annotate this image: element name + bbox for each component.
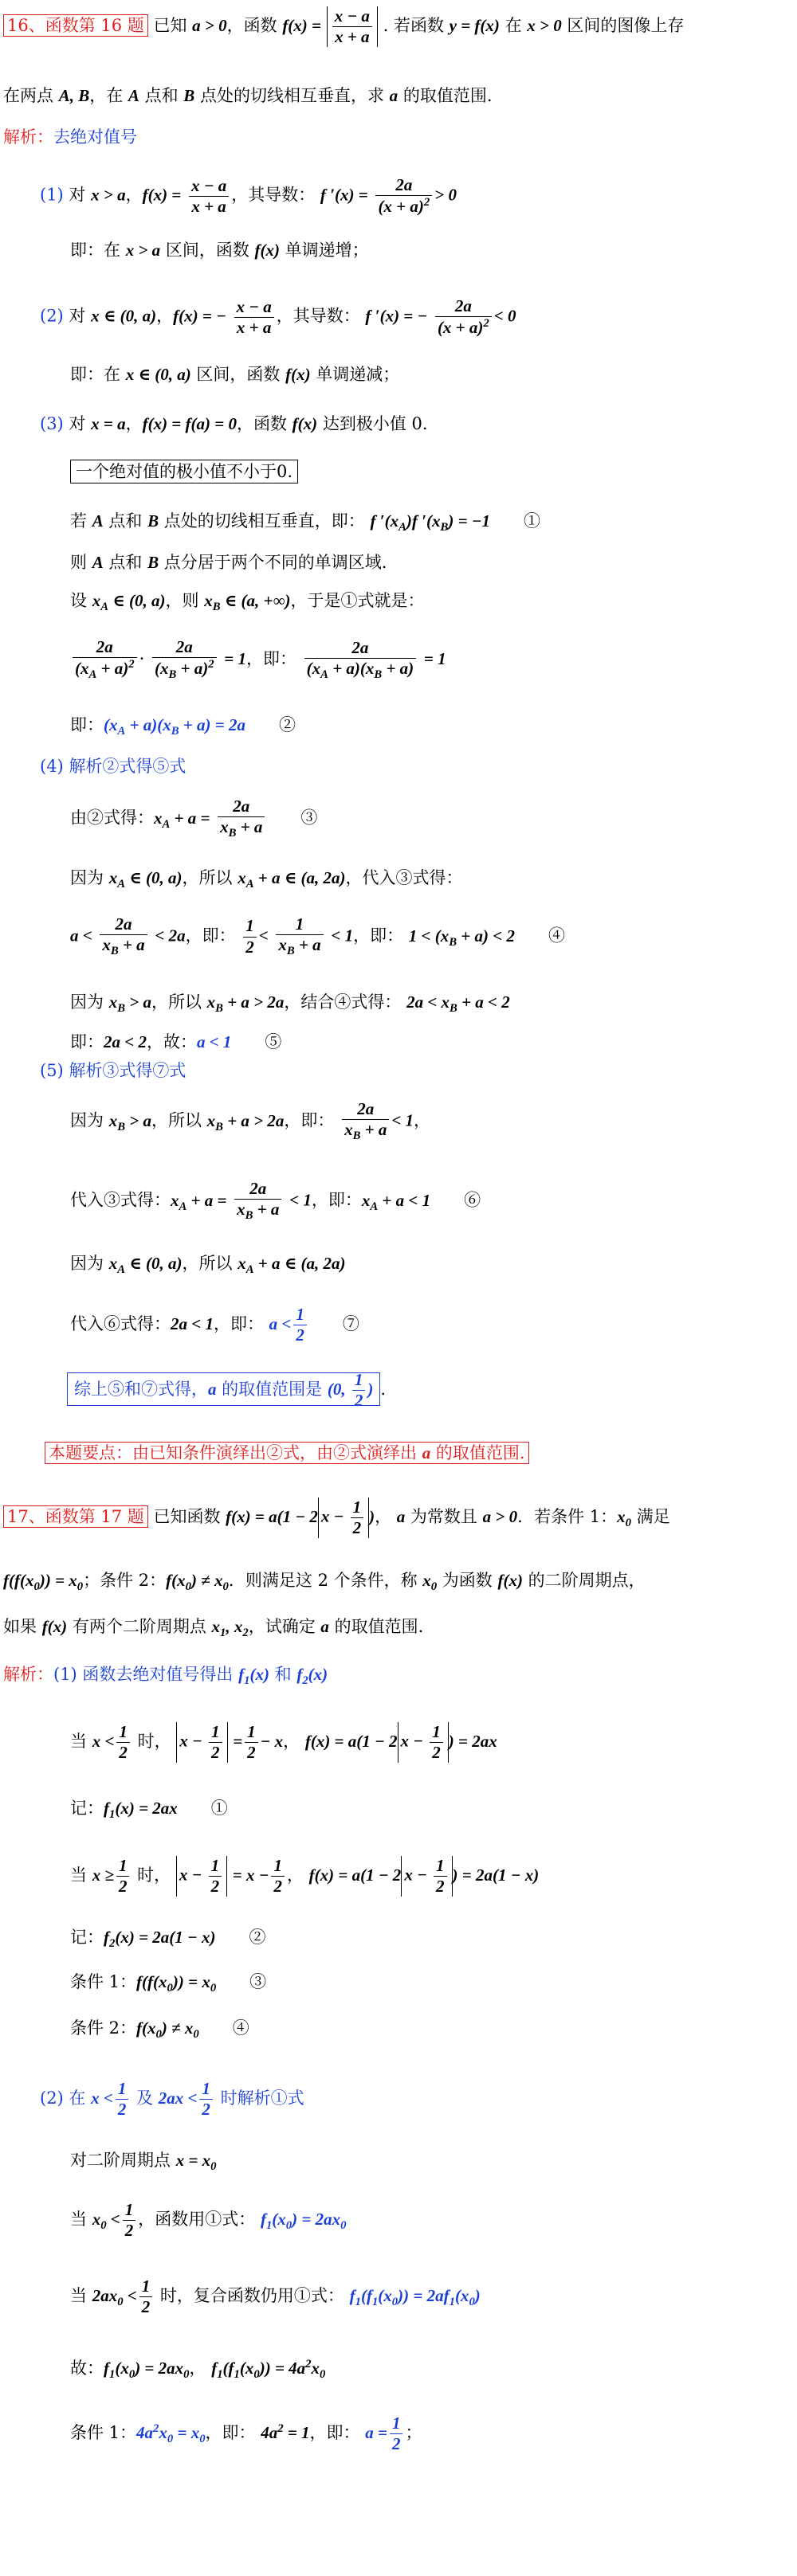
p17-intro-line2: $f(f(x_0)) = x_0$；条件 2：$f(x_0) \ne x_0$．则满足这 2 个条件，称 $x_0$ 为函数 f(x) 的二阶周期点， [3,1571,646,1594]
p17-s1-line1: 当 x < $\frac{1}{2}$ 时， x − $\frac{1}{2}$ = $\frac{1}{2}$ − x， f(x) = a(1 − 2 x − $\frac{1}{2}$ ) = 2ax [70,1722,497,1763]
p16-step4-line5: 即：2a < 2，故：a < 1 ⑤ [70,1032,282,1051]
p17-s2-heading: (2) 在 x < $\frac{1}{2}$ 及 2ax < $\frac{1}{2}$ 时解析①式 [40,2079,304,2120]
p17-s1-line6: 条件 2：$f(x_0) \ne x_0$ ④ [70,2018,249,2042]
p16-note-box [70,462,298,482]
p17-s2-line3: 当 $2ax_0$ < $\frac{1}{2}$ 时，复合函数仍用①式： $f_1(f_1(x_0)) = 2af_1(x_0)$ [70,2277,481,2317]
p16-step4-line1: 由②式得：$x_A + a$ = $\frac{2a}{x_B + a}$ ③ [70,797,318,840]
p16-step4-title: 解析②式得⑤式 [69,757,186,776]
p17-label: 17、函数第 17 题 [3,1505,148,1528]
p16-label: 16、函数第 16 题 [3,14,148,37]
p17-analysis: 解析：(1) 函数去绝对值号得出 $f_1(x)$ 和 $f_2(x)$ [3,1665,328,1688]
p16-step4-line4: 因为 $x_B > a$，所以 $x_B + a > 2a$，结合④式得： $2a < x_B + a < 2$ [70,992,510,1016]
p16-step5-line1: 因为 $x_B > a$，所以 $x_B + a > 2a$，即： $\frac{2a}{x_B + a}$ < 1， [70,1099,431,1143]
p16-step5-heading [40,1061,186,1081]
p16-step4-line3: a < $\frac{2a}{x_B + a}$ < 2a，即： $\frac{1}{2}$ < $\frac{1}{x_B + a}$ < 1，即： $1 < (x_B + a) < 2$ ④ [70,914,565,958]
p16-step1: (1) 对 x > a，f(x) = $\frac{x - a}{x + a}$ ，其导数： f ′(x) = $\frac{2a}{(x + a)^2}$ > 0 [40,175,457,217]
p16-step4-line2: 因为 $x_A$ ∈ (0, a)，所以 $x_A + a$ ∈ (a, 2a)，代入③式得： [70,868,463,891]
p17-s1-line4: 记：$f_2(x) = 2a(1 - x)$ ② [70,1928,266,1951]
p17-intro-line3: 如果 f(x) 有两个二阶周期点 $x_1$, $x_2$，试确定 a 的取值范围. [3,1617,424,1640]
p16-step1-conclusion: 即：在 x > a 区间，函数 f(x) 单调递增； [70,241,369,260]
p17-s2-line5: 条件 1：$4a^2x_0 = x_0$，即： $4a^2 = 1$，即： a = $\frac{1}{2}$ ； [70,2414,422,2454]
p17-s1-line2: 记：$f_1(x) = 2ax$ ① [70,1799,228,1822]
p16-step2-conclusion: 即：在 x ∈ (0, a) 区间，函数 f(x) 单调递减； [70,365,400,384]
p16-step5-title: 解析③式得⑦式 [69,1061,186,1080]
p16-step4-heading [40,757,186,777]
p16-step3-line1: 若 A 点和 B 点处的切线相互垂直，即： f $'(x_A)f$ $'(x_B) = -1$ ① [70,511,541,534]
p16-header: 16、函数第 16 题 已知 a > 0，函数 f(x) = $\frac{x - a}{x + a}$ . 若函数 y = f(x) 在 x > 0 区间的图像上存 [3,6,684,47]
p16-intro-line2: 在两点 A, B，在 A 点和 B 点处的切线相互垂直，求 a 的取值范围. [3,86,493,105]
p17-s1-line3: 当 x ≥ $\frac{1}{2}$ 时， x − $\frac{1}{2}$ = x − $\frac{1}{2}$ ， f(x) = a(1 − 2 x − $\frac{1}{2}$ ) = 2a(1 − x) [70,1856,540,1897]
p16-step2-num: (2) [40,306,64,326]
p16-analysis [3,127,137,147]
p16-step3-line4: 即：$(x_A + a)(x_B + a) = 2a$ ② [70,715,296,738]
p16-key-point: 本题要点：由已知条件演绎出②式，由②式演绎出 a 的取值范围. [45,1443,529,1463]
p16-step1-num: (1) [40,185,64,205]
p16-step5-line4: 代入⑥式得：2a < 1，即： a < $\frac{1}{2}$ ⑦ [70,1305,359,1345]
p17-s2-line1: 对二阶周期点 $x = x_0$ [70,2151,217,2174]
p16-step2: (2) 对 x ∈ (0, a)，f(x) = − $\frac{x - a}{x + a}$ ，其导数： f ′(x) = − $\frac{2a}{(x + a)^2}$ < 0 [40,296,516,338]
p16-step3-eq: $\frac{2a}{(x_A + a)^2}$ · $\frac{2a}{(x_B + a)^2}$ = 1，即： $\frac{2a}{(x_A + a)(x_B + a)}$ = 1 [70,637,446,683]
p16-method: 去绝对值号 [53,127,137,147]
p16-step5-num: (5) [40,1061,64,1080]
p16-step5-line3: 因为 $x_A$ ∈ (0, a)，所以 $x_A + a$ ∈ (a, 2a) [70,1254,346,1277]
p16-step4-num: (4) [40,757,64,776]
p16-note: 一个绝对值的极小值不小于0. [70,460,298,483]
p17-s1-line5: 条件 1：$f(f(x_0)) = x_0$ ③ [70,1972,267,1995]
p16-step3-line2: 则 A 点和 B 点分居于两个不同的单调区域. [70,553,387,572]
p16-analysis-label: 解析： [3,127,53,147]
p17-s2-line2: 当 $x_0$ < $\frac{1}{2}$ ，函数用①式： $f_1(x_0) = 2ax_0$ [70,2200,347,2241]
p16-step3-num: (3) [40,414,64,433]
p16-summary-box: 综上⑤和⑦式得，a 的取值范围是 (0, $\frac{1}{2}$ ) . [67,1370,386,1411]
p17-header: 17、函数第 17 题 已知函数 f(x) = a(1 − 2 x − $\frac{1}{2}$ )， a 为常数且 a > 0．若条件 1：$x_0$ 满足 [3,1497,670,1538]
p16-step3: (3) 对 x = a，f(x) = f(a) = 0，函数 f(x) 达到极小值 0. [40,414,428,433]
p16-step3-line3: 设 $x_A$ ∈ (0, a)，则 $x_B$ ∈ (a, +∞)，于是①式就是： [70,591,425,614]
p16-step5-line2: 代入③式得：$x_A + a$ = $\frac{2a}{x_B + a}$ < 1，即：$x_A + a < 1$ ⑥ [70,1179,481,1223]
p17-s2-line4: 故：$f_1(x_0) = 2ax_0$， $f_1(f_1(x_0)) = 4a^2x_0$ [70,2358,326,2382]
p17-analysis-label: 解析： [3,1665,53,1684]
